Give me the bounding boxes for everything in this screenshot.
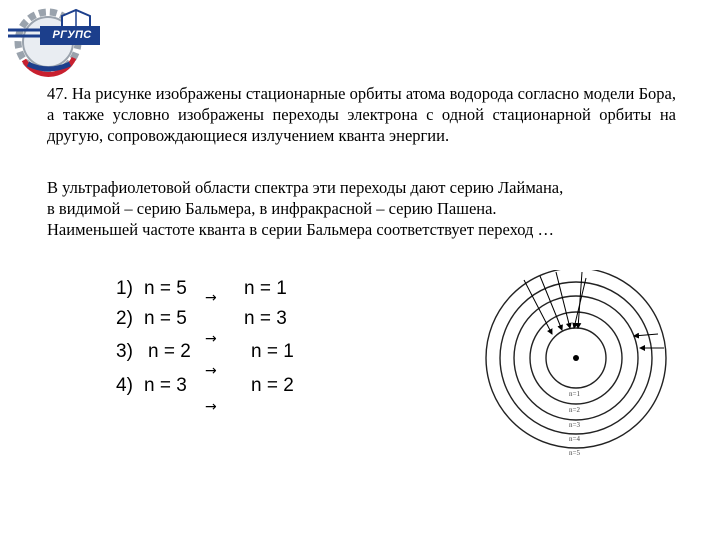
- transition-arrow-icon: →: [205, 290, 217, 306]
- description-line: В ультрафиолетовой области спектра эти переходы дают серию Лаймана,: [47, 178, 564, 197]
- answer-option-2[interactable]: [116, 307, 336, 331]
- option-to: n = 1: [251, 341, 294, 362]
- university-logo: [4, 2, 104, 84]
- orbit-label: n=3: [569, 421, 580, 429]
- transition-arrow-icon: →: [205, 363, 217, 379]
- orbit-label: n=1: [569, 390, 580, 398]
- transition-arrow-icon: →: [205, 331, 217, 347]
- answer-option-4[interactable]: [116, 374, 336, 398]
- logo-emblem-icon: [4, 2, 104, 84]
- answer-option-1[interactable]: [116, 277, 336, 301]
- question-text: 47. На рисунке изображены стационарные орбиты атома водорода согласно модели Бора, а также условно изображены переходы электрона с одной стационарной орбиты на другую, сопровождающиеся излучением кванта энергии.: [47, 84, 676, 145]
- description: [47, 177, 687, 240]
- option-number: 3): [116, 341, 133, 362]
- option-from: n = 2: [148, 341, 191, 362]
- orbit-label: n=2: [569, 406, 580, 414]
- option-to: n = 1: [244, 278, 287, 299]
- orbit-label: n=5: [569, 449, 580, 457]
- option-number: 1): [116, 278, 133, 299]
- bohr-orbits-diagram: [482, 270, 682, 470]
- option-from: n = 5: [144, 308, 187, 329]
- answer-options: [116, 277, 336, 417]
- description-line: Наименьшей частоте кванта в серии Бальмера соответствует переход …: [47, 220, 554, 239]
- answer-option-3[interactable]: [116, 340, 336, 364]
- transition-arrow-icon: →: [205, 399, 217, 415]
- option-to: n = 2: [251, 375, 294, 396]
- option-number: 4): [116, 375, 133, 396]
- option-from: n = 3: [144, 375, 187, 396]
- logo-text: РГУПС: [52, 29, 92, 41]
- option-number: 2): [116, 308, 133, 329]
- orbit-label: n=4: [569, 435, 580, 443]
- option-from: n = 5: [144, 278, 187, 299]
- nucleus-icon: [573, 355, 579, 361]
- description-line: в видимой – серию Бальмера, в инфракрасной – серию Пашена.: [47, 199, 497, 218]
- option-to: n = 3: [244, 308, 287, 329]
